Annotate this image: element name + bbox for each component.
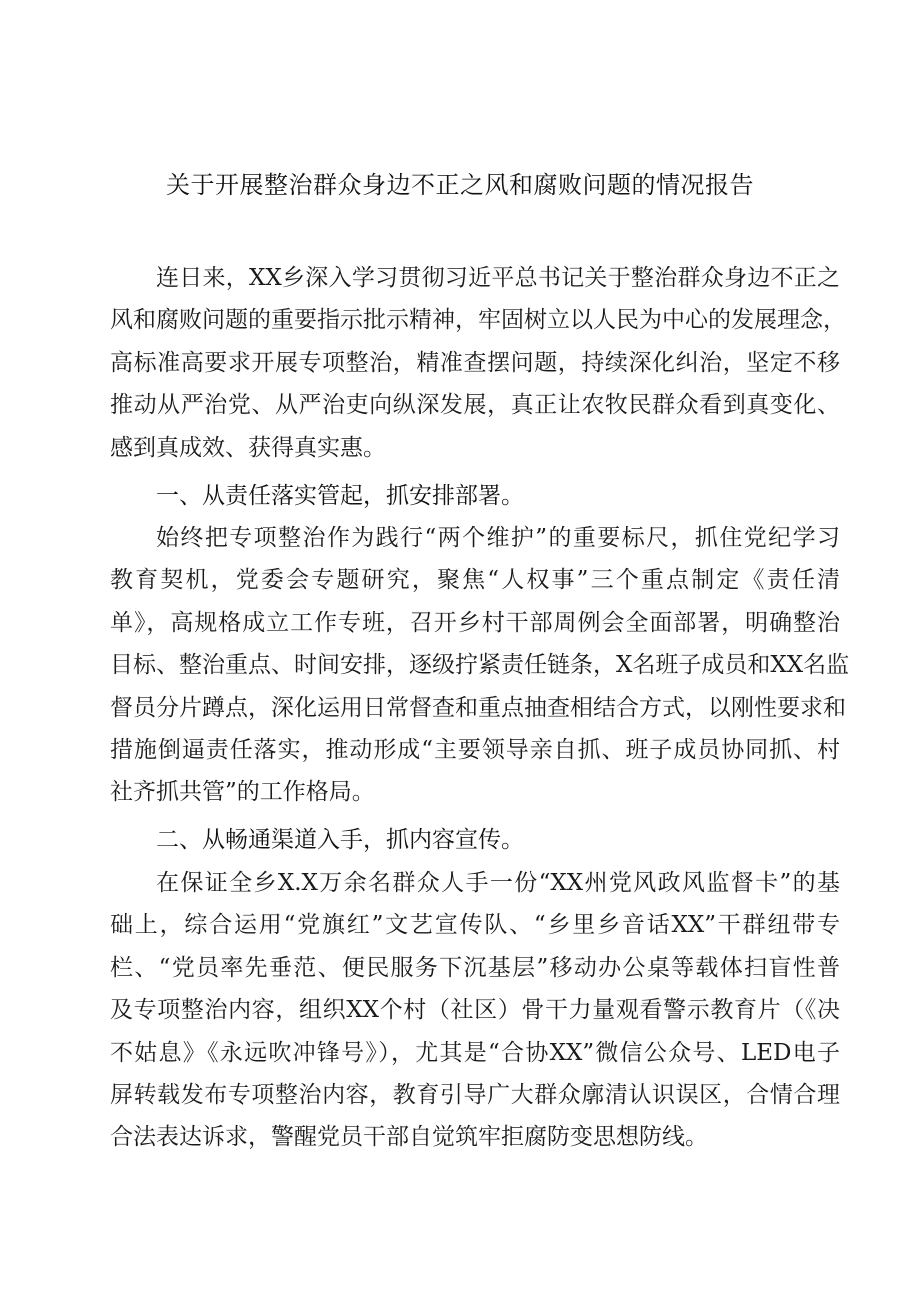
section-2-line: 础上，综合运用“党旗红”文艺宣传队、“乡里乡音话XX”干群纽带专 <box>110 912 840 939</box>
section-2-line: 栏、“党员率先垂范、便民服务下沉基层”移动办公桌等载体扫盲性普 <box>110 954 840 981</box>
document-title: 关于开展整治群众身边不正之风和腐败问题的情况报告 <box>166 171 754 199</box>
intro-paragraph <box>110 257 846 469</box>
section-1-line: 目标、整治重点、时间安排，逐级拧紧责任链条，X名班子成员和XX名监 <box>110 652 850 679</box>
section-2-line: 合法表达诉求，警醒党员干部自觉筑牢拒腐防变思想防线。 <box>110 1124 708 1151</box>
section-2-line: 屏转载发布专项整治内容，教育引导广大群众廓清认识误区，合情合理 <box>110 1081 840 1108</box>
intro-line: 感到真成效、获得真实惠。 <box>110 434 386 461</box>
intro-line: 推动从严治党、从严治吏向纵深发展，真正让农牧民群众看到真变化、 <box>110 392 840 419</box>
intro-line: 连日来，XX乡深入学习贯彻习近平总书记关于整治群众身边不正之 <box>156 265 840 291</box>
section-1-paragraph <box>110 517 850 814</box>
section-1-line: 社齐抓共管”的工作格局。 <box>110 779 375 806</box>
section-1-line: 督员分片蹲点，深化运用日常督查和重点抽查相结合方式，以刚性要求和 <box>110 694 846 721</box>
intro-line: 风和腐败问题的重要指示批示精神，牢固树立以人民为中心的发展理念， <box>110 307 846 334</box>
section-2-line: 及专项整治内容，组织XX个村（社区）骨干力量观看警示教育片（《决 <box>110 997 840 1024</box>
section-1-heading: 一、从责任落实管起，抓安排部署。 <box>156 483 524 509</box>
section-1-line: 措施倒逼责任落实，推动形成“主要领导亲自抓、班子成员协同抓、村 <box>110 736 840 763</box>
section-1-line: 单》，高规格成立工作专班，召开乡村干部周例会全面部署，明确整治 <box>110 609 840 636</box>
section-2-line: 不姑息》《永远吹冲锋号》），尤其是“合协XX”微信公众号、LED电子 <box>110 1039 840 1066</box>
section-2-paragraph <box>110 862 840 1159</box>
section-2-line: 在保证全乡X.X万余名群众人手一份“XX州党风政风监督卡”的基 <box>156 870 840 896</box>
section-1-line: 始终把专项整治作为践行“两个维护”的重要标尺，抓住党纪学习 <box>156 525 840 551</box>
section-2-heading: 二、从畅通渠道入手，抓内容宣传。 <box>156 827 524 853</box>
intro-line: 高标准高要求开展专项整治，精准查摆问题，持续深化纠治，坚定不移 <box>110 349 840 376</box>
section-1-line: 教育契机，党委会专题研究，聚焦“人权事”三个重点制定《责任清 <box>110 567 840 594</box>
